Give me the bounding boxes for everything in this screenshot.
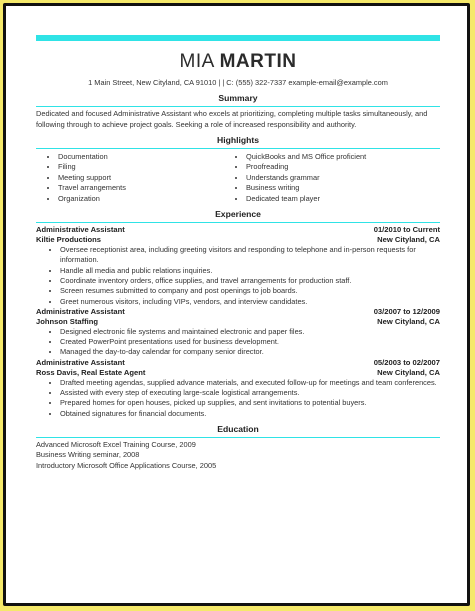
highlights-right-column [228, 152, 440, 204]
job-company-row [36, 368, 440, 378]
highlights-heading: Highlights [36, 135, 440, 149]
list-item: • Business writing [246, 183, 440, 193]
list-item: • Dedicated team player [246, 194, 440, 204]
education-list [36, 440, 440, 472]
job-title: Administrative Assistant [36, 225, 125, 235]
job-header [36, 225, 440, 235]
job-title: Administrative Assistant [36, 306, 125, 316]
list-item: • Understands grammar [246, 173, 440, 183]
job-header [36, 358, 440, 368]
job-company: Ross Davis, Real Estate Agent [36, 367, 146, 377]
job-dates: 01/2010 to Current [373, 225, 440, 235]
list-item: • Proofreading [246, 162, 440, 172]
summary-text: Dedicated and focused Administrative Assistant who excels at prioritizing, completing multiple tasks simultaneously, and following through to achieve project goals. Seeking a role of increased responsibility and authority. [36, 109, 428, 129]
job-entry [36, 358, 440, 419]
job-company: Kiltie Productions [36, 235, 101, 245]
job-title: Administrative Assistant [36, 357, 125, 367]
list-item: • Managed the day-to-day calendar for company senior director. [60, 347, 440, 357]
list-item: • Obtained signatures for financial documents. [60, 409, 440, 419]
education-item: Business Writing seminar, 2008 [36, 450, 140, 460]
job-location: New Cityland, CA [377, 367, 440, 377]
highlights-left-column [40, 152, 228, 204]
candidate-name [36, 51, 440, 73]
list-item: • Designed electronic file systems and maintained electronic and paper files. [60, 327, 440, 337]
experience-heading: Experience [36, 209, 440, 223]
list-item: • Screen resumes submitted to company and post openings to job boards. [60, 286, 440, 296]
list-item: • Oversee receptionist area, including greeting visitors and responding to telephone and in-person requests for information. [60, 245, 440, 266]
list-item: • Meeting support [58, 173, 228, 183]
education-item: Introductory Microsoft Office Applications Course, 2005 [36, 460, 217, 470]
job-location: New Cityland, CA [377, 316, 440, 326]
job-bullets [36, 327, 440, 358]
list-item: • Assisted with every step of executing large-scale logistical arrangements. [60, 388, 440, 398]
job-entry [36, 225, 440, 307]
job-bullets [36, 245, 440, 307]
job-company-row [36, 235, 440, 245]
job-entry [36, 307, 440, 358]
job-company-row [36, 317, 440, 327]
list-item: • Filing [58, 162, 228, 172]
list-item: • Documentation [58, 152, 228, 162]
last-name: MARTIN [219, 51, 297, 72]
highlights-list [36, 152, 440, 204]
resume-content [36, 35, 440, 471]
list-item: • QuickBooks and MS Office proficient [246, 152, 440, 162]
summary-heading: Summary [36, 93, 440, 107]
list-item: • Coordinate inventory orders, office supplies, and travel arrangements for production staff. [60, 276, 440, 286]
list-item: • Prepared homes for open houses, picked up supplies, and sent invitations to potential buyers. [60, 398, 440, 408]
job-header [36, 307, 440, 317]
job-location: New Cityland, CA [377, 235, 440, 245]
list-item: • Created PowerPoint presentations used for business development. [60, 337, 440, 347]
list-item: • Handle all media and public relations inquiries. [60, 266, 440, 276]
resume-page [6, 6, 467, 603]
list-item: • Greet numerous visitors, including VIPs, vendors, and interview candidates. [60, 297, 440, 307]
job-company: Johnson Staffing [36, 316, 99, 326]
job-dates: 03/2007 to 12/2009 [373, 306, 440, 316]
job-bullets [36, 378, 440, 419]
list-item: • Travel arrangements [58, 183, 228, 193]
education-item: Advanced Microsoft Excel Training Course, 2009 [36, 439, 196, 449]
list-item: • Drafted meeting agendas, supplied advance materials, and executed follow-up for meetings and team conferences. [60, 378, 440, 388]
contact-line: 1 Main Street, New Cityland, CA 91010 | | C: (555) 322-7337 example-email@example.com [88, 78, 388, 87]
first-name: MIA [179, 51, 214, 72]
top-accent-bar [36, 35, 440, 41]
job-dates: 05/2003 to 02/2007 [373, 357, 440, 367]
education-heading: Education [36, 424, 440, 438]
list-item: • Organization [58, 194, 228, 204]
